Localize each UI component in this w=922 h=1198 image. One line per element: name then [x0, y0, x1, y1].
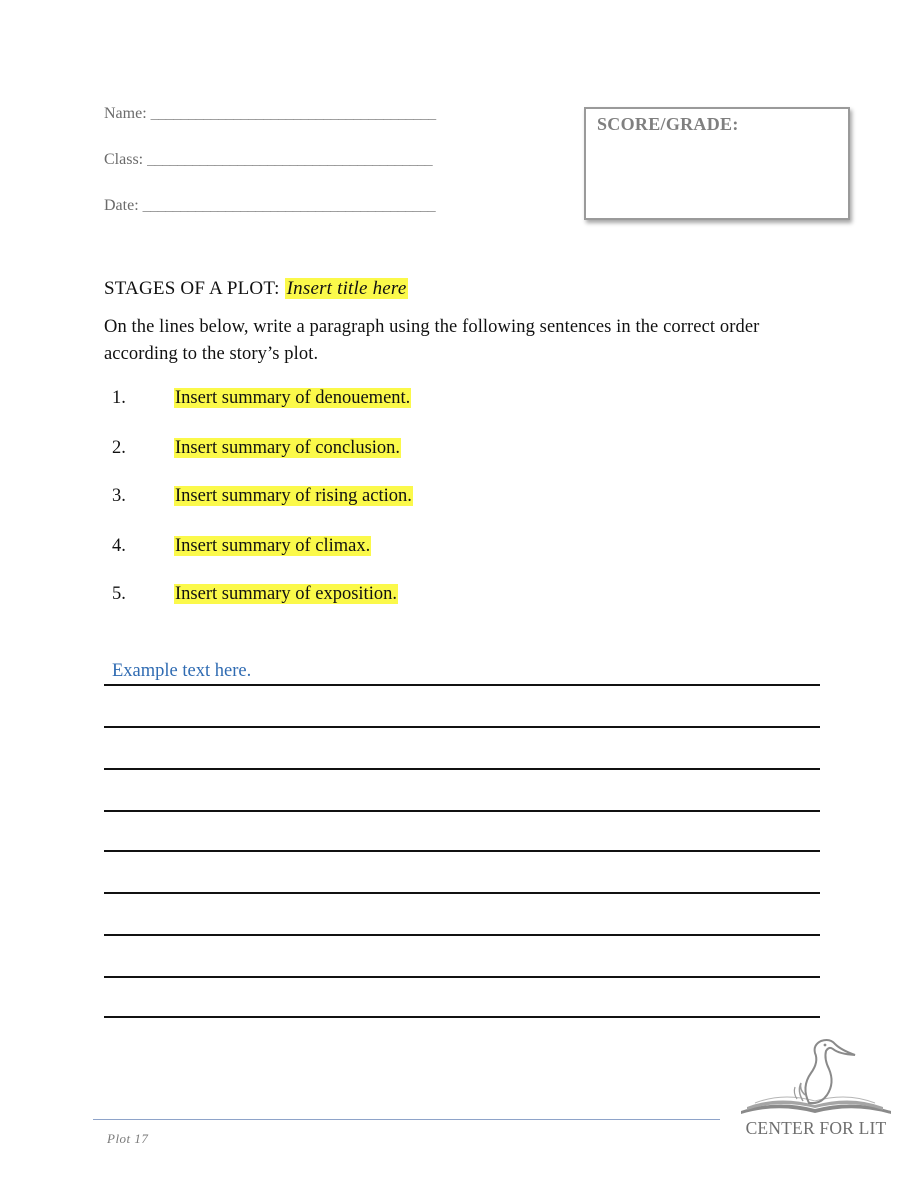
example-text[interactable]: Example text here.: [112, 661, 252, 681]
list-item-text[interactable]: Insert summary of conclusion.: [175, 438, 401, 458]
score-grade-label: SCORE/GRADE:: [597, 114, 739, 134]
page-title: [104, 278, 408, 300]
writing-line[interactable]: [104, 1016, 820, 1018]
writing-line[interactable]: [104, 768, 820, 770]
name-field[interactable]: [104, 105, 436, 123]
list-item: [112, 388, 411, 409]
writing-line[interactable]: [104, 976, 820, 978]
date-line[interactable]: _______________________________________: [142, 197, 436, 214]
name-label: Name:: [104, 105, 147, 122]
center-for-lit-logo: [737, 1035, 895, 1145]
list-item-number: 1.: [112, 388, 126, 408]
title-prefix: STAGES OF A PLOT:: [104, 278, 285, 299]
class-field[interactable]: [104, 151, 432, 169]
writing-line[interactable]: [104, 810, 820, 812]
date-field[interactable]: [104, 197, 435, 215]
name-line[interactable]: ______________________________________: [150, 105, 436, 122]
footer-rule: [93, 1119, 720, 1120]
writing-line[interactable]: [104, 934, 820, 936]
class-line[interactable]: ______________________________________: [147, 151, 433, 168]
writing-line[interactable]: [104, 892, 820, 894]
list-item-text[interactable]: Insert summary of exposition.: [175, 584, 397, 604]
list-item-text[interactable]: Insert summary of rising action.: [175, 486, 412, 506]
list-item-text[interactable]: Insert summary of denouement.: [175, 388, 411, 408]
list-item-number: 2.: [112, 438, 126, 458]
writing-line[interactable]: [104, 726, 820, 728]
date-label: Date:: [104, 197, 139, 214]
list-item-text[interactable]: Insert summary of climax.: [175, 536, 371, 556]
score-grade-box: [584, 107, 850, 220]
logo-text: CENTER FOR LIT: [745, 1118, 887, 1138]
instructions: On the lines below, write a paragraph using the following sentences in the correct order according to the story’s plot.: [104, 317, 760, 364]
writing-line[interactable]: [104, 684, 820, 686]
list-item-number: 5.: [112, 584, 126, 604]
list-item: [112, 486, 413, 507]
writing-line[interactable]: [104, 850, 820, 852]
class-label: Class:: [104, 151, 144, 168]
list-item: [112, 536, 371, 557]
list-item-number: 4.: [112, 536, 126, 556]
footer-page-label: Plot 17: [107, 1131, 149, 1146]
title-placeholder[interactable]: Insert title here: [286, 278, 407, 299]
pelican-book-icon: [737, 1035, 895, 1119]
list-item-number: 3.: [112, 486, 126, 506]
list-item: [112, 438, 401, 459]
list-item: [112, 584, 398, 605]
